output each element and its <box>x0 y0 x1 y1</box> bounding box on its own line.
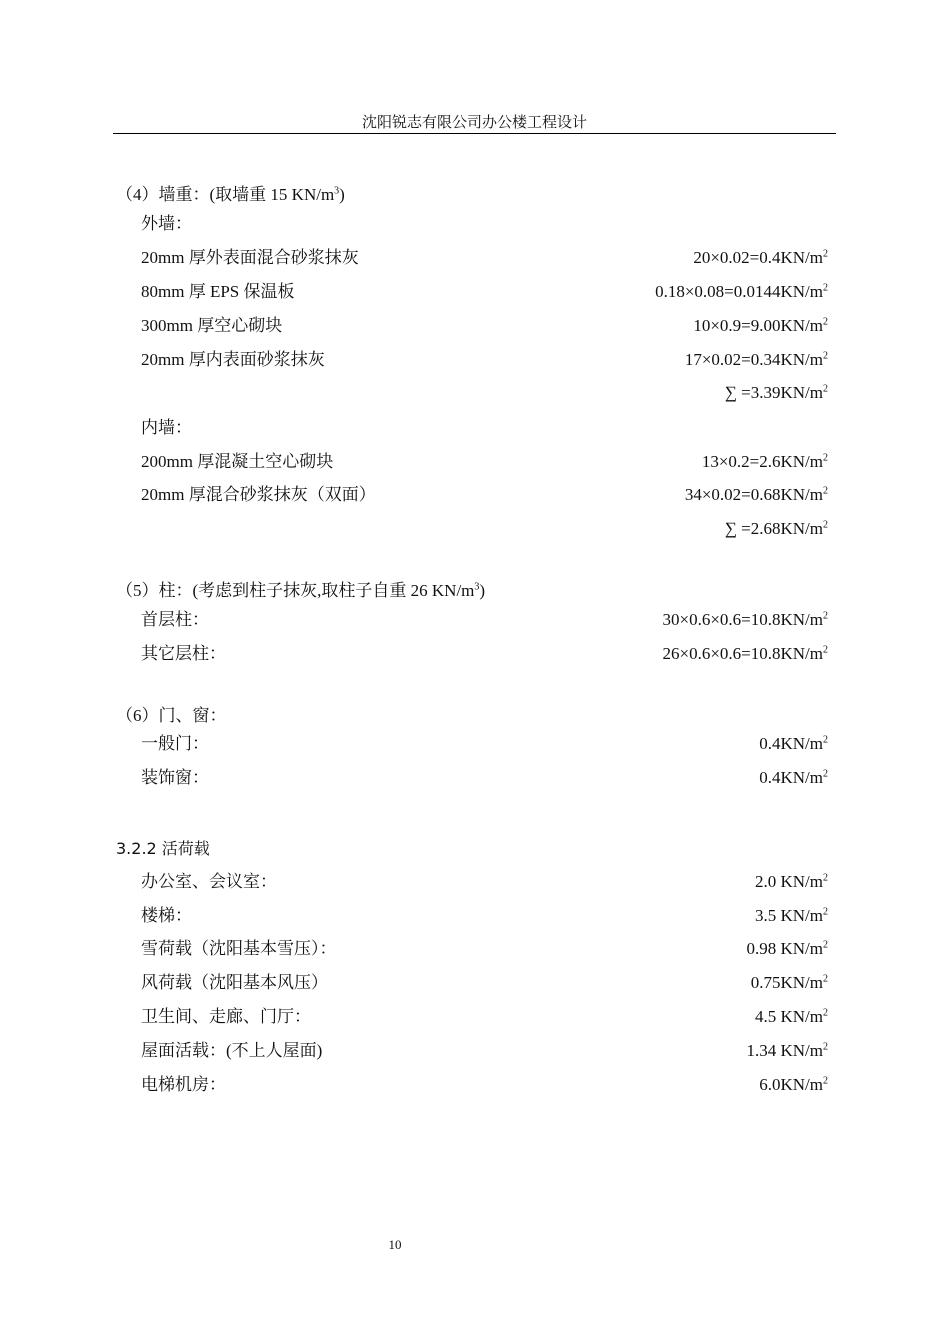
outer-wall-total-row <box>0 380 950 406</box>
item-value: $0.18\times 0.08=0.0144KN/m^2$ <box>655 282 828 301</box>
list-item <box>0 1038 950 1064</box>
header-rule <box>113 133 836 134</box>
item-value: $26\times 0.6\times 0.6=10.8KN/m^2$ <box>662 644 828 663</box>
list-item <box>0 641 950 667</box>
page-number: 10 <box>388 1237 402 1252</box>
list-item <box>0 482 950 508</box>
item-label: 一般门： <box>141 734 209 753</box>
inner-wall-label-row <box>0 415 950 441</box>
wall-heading-row <box>0 182 950 208</box>
item-label: 电梯机房： <box>141 1075 226 1094</box>
column-heading-row <box>0 578 950 604</box>
list-item <box>0 731 950 757</box>
item-value: $0.75KN/m^2$ <box>750 973 828 992</box>
item-value: $0.4KN/m^2$ <box>759 734 828 753</box>
list-item <box>0 347 950 373</box>
item-label: 办公室、会议室： <box>141 872 277 891</box>
list-item <box>0 869 950 895</box>
item-label: 屋面活载：(不上人屋面) <box>141 1041 323 1060</box>
column-heading: （5）柱：(考虑到柱子抹灰,取柱子自重 26 $KN/m^3$) <box>116 581 486 600</box>
list-item <box>0 449 950 475</box>
list-item <box>0 1004 950 1030</box>
item-label: 雪荷载（沈阳基本雪压）： <box>141 939 337 958</box>
item-label: 其它层柱： <box>141 644 226 663</box>
item-label: 首层柱： <box>141 610 209 629</box>
item-value: 1.34 $KN/m^2$ <box>746 1041 828 1060</box>
list-item <box>0 279 950 305</box>
page-header-title: 沈阳锐志有限公司办公楼工程设计 <box>361 115 587 131</box>
item-label: 楼梯： <box>141 906 192 925</box>
door-window-heading: （6）门、窗： <box>116 706 227 725</box>
list-item <box>0 313 950 339</box>
item-value: $30\times 0.6\times 0.6=10.8KN/m^2$ <box>662 610 828 629</box>
door-window-heading-row <box>0 703 950 729</box>
item-label: 20mm 厚混合砂浆抹灰（双面） <box>141 485 376 504</box>
list-item <box>0 936 950 962</box>
item-value: $10\times 0.9=9.00KN/m^2$ <box>693 316 828 335</box>
list-item <box>0 765 950 791</box>
inner-wall-total: ∑ $=2.68KN/m^2$ <box>724 519 828 538</box>
item-value: $20\times 0.02=0.4KN/m^2$ <box>693 248 828 267</box>
outer-wall-total: ∑ $=3.39KN/m^2$ <box>724 383 828 402</box>
item-label: 20mm 厚内表面砂浆抹灰 <box>141 350 325 369</box>
item-value: $13\times 0.2=2.6KN/m^2$ <box>701 452 828 471</box>
live-load-heading: 3.2.2 活荷载 <box>116 839 210 858</box>
item-label: 80mm 厚 EPS 保温板 <box>141 282 295 301</box>
inner-wall-total-row <box>0 516 950 542</box>
item-value: $34\times 0.02=0.68KN/m^2$ <box>684 485 828 504</box>
item-value: 0.98 $KN/m^2$ <box>746 939 828 958</box>
outer-wall-label: 外墙： <box>141 214 192 233</box>
item-value: 4.5 $KN/m^2$ <box>755 1007 828 1026</box>
list-item <box>0 245 950 271</box>
list-item <box>0 1072 950 1098</box>
item-label: 200mm 厚混凝土空心砌块 <box>141 452 334 471</box>
item-value: $6.0KN/m^2$ <box>759 1075 828 1094</box>
item-value: $17\times 0.02=0.34KN/m^2$ <box>684 350 828 369</box>
item-label: 300mm 厚空心砌块 <box>141 316 283 335</box>
item-value: 3.5 $KN/m^2$ <box>755 906 828 925</box>
item-label: 20mm 厚外表面混合砂浆抹灰 <box>141 248 359 267</box>
item-value: $0.4KN/m^2$ <box>759 768 828 787</box>
inner-wall-label: 内墙： <box>141 418 192 437</box>
item-label: 卫生间、走廊、门厅： <box>141 1007 311 1026</box>
live-load-heading-row <box>0 836 950 862</box>
outer-wall-label-row <box>0 211 950 237</box>
wall-heading: （4）墙重：(取墙重 15 $KN/m^3$) <box>116 185 345 204</box>
item-label: 风荷载（沈阳基本风压） <box>141 973 328 992</box>
list-item <box>0 607 950 633</box>
item-label: 装饰窗： <box>141 768 209 787</box>
list-item <box>0 903 950 929</box>
item-value: 2.0 $KN/m^2$ <box>755 872 828 891</box>
list-item <box>0 970 950 996</box>
